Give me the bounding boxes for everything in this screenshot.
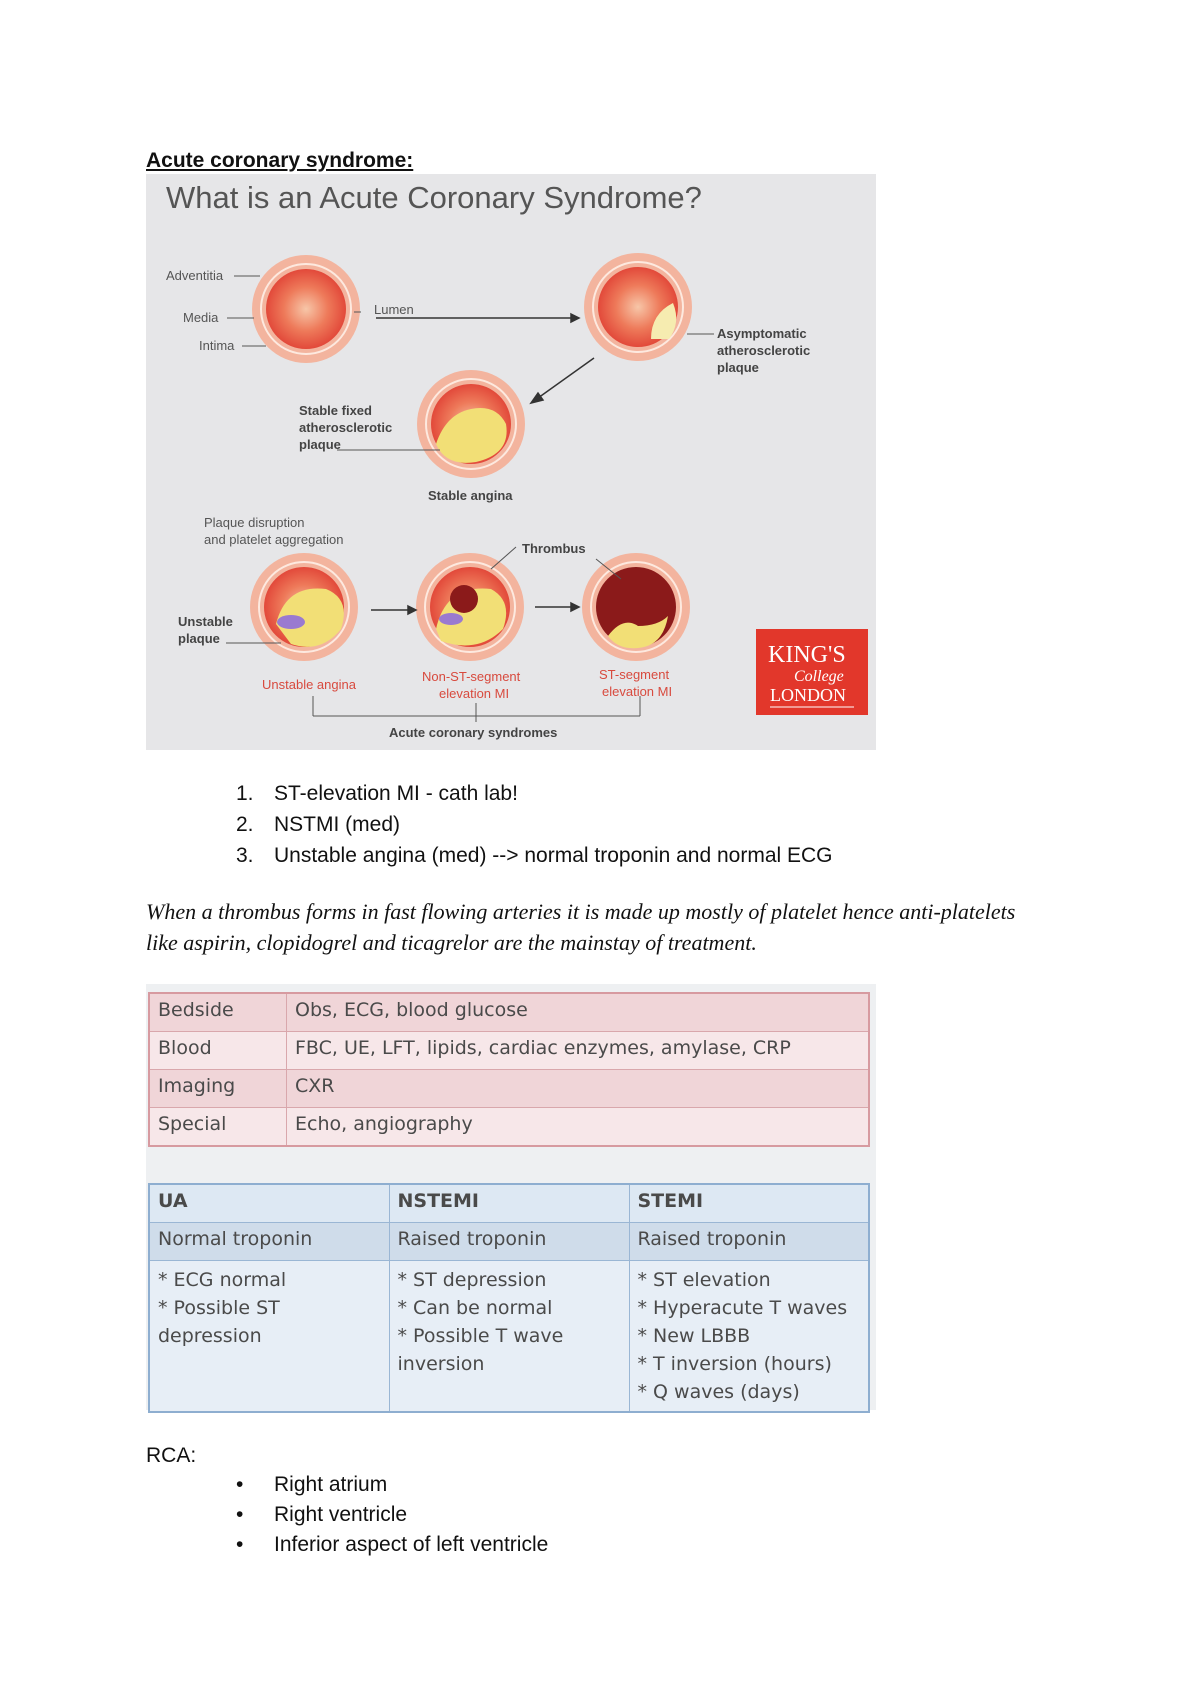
label-asymptomatic-1: Asymptomatic (717, 326, 807, 341)
list-item: • Right atrium (236, 1470, 548, 1500)
kings-college-logo (756, 629, 868, 715)
list-item: 3. Unstable angina (med) --> normal troponin and normal ECG (236, 844, 833, 867)
nstemi-ecg-cell: * ST depression * Can be normal * Possible T wave inversion (389, 1261, 629, 1413)
label-unstable-angina: Unstable angina (262, 677, 356, 692)
vessel-normal (252, 255, 360, 363)
rca-list (236, 1470, 548, 1560)
thrombus-paragraph: When a thrombus forms in fast flowing arteries it is made up mostly of platelet hence anti-platelets like aspirin, clopidogrel and ticagrelor are the mainstay of treatment. (146, 899, 1016, 955)
acs-slide-image (146, 174, 876, 750)
label-stemi-2: elevation MI (602, 684, 673, 699)
table-row: Blood FBC, UE, LFT, lipids, cardiac enzymes, amylase, CRP (149, 1032, 869, 1070)
table-row: Special Echo, angiography (149, 1108, 869, 1147)
label-stable-fixed-2: atherosclerotic (299, 420, 393, 435)
label-media: Media (183, 310, 219, 325)
table-row: Imaging CXR (149, 1070, 869, 1108)
svg-text:College: College (794, 668, 844, 685)
slide-title: What is an Acute Coronary Syndrome? (166, 180, 702, 215)
tables-photo (146, 984, 876, 1410)
page-heading: Acute coronary syndrome: (146, 149, 414, 172)
label-stemi-1: ST-segment (599, 667, 670, 682)
label-nstemi-2: elevation MI (439, 686, 510, 701)
table-row (149, 1261, 869, 1413)
svg-text:KING'S: KING'S (768, 642, 846, 668)
label-intima: Intima (199, 338, 235, 353)
vessel-nstemi (416, 553, 524, 661)
label-stable-fixed-1: Stable fixed (299, 403, 372, 418)
label-thrombus: Thrombus (522, 541, 586, 556)
bullet-icon: • (236, 1503, 244, 1526)
vessel-unstable (250, 553, 358, 661)
label-nstemi-1: Non-ST-segment (422, 669, 521, 684)
label-disruption-1: Plaque disruption (204, 515, 305, 530)
vessel-asymptomatic (584, 253, 692, 361)
vessel-stable (417, 370, 525, 478)
label-lumen: Lumen (374, 302, 414, 317)
label-stable-angina: Stable angina (428, 488, 513, 503)
table-row: Normal troponin Raised troponin Raised troponin (149, 1223, 869, 1261)
label-stable-fixed-3: plaque (299, 437, 341, 452)
ua-ecg-cell: * ECG normal * Possible ST depression (149, 1261, 389, 1413)
bullet-icon: • (236, 1533, 244, 1556)
list-item: • Right ventricle (236, 1500, 548, 1530)
label-adventitia: Adventitia (166, 268, 224, 283)
acs-types-list (236, 778, 833, 871)
stemi-ecg-cell: * ST elevation * Hyperacute T waves * New LBBB * T inversion (hours) * Q waves (days) (629, 1261, 869, 1413)
list-item: • Inferior aspect of left ventricle (236, 1530, 548, 1560)
label-disruption-2: and platelet aggregation (204, 532, 344, 547)
acs-comparison-table (148, 1183, 870, 1413)
bullet-icon: • (236, 1473, 244, 1496)
label-asymptomatic-3: plaque (717, 360, 759, 375)
label-unstable-plaque-2: plaque (178, 631, 220, 646)
label-acs: Acute coronary syndromes (389, 725, 558, 740)
svg-text:LONDON: LONDON (770, 685, 846, 705)
rca-heading: RCA: (146, 1444, 197, 1467)
investigations-table (148, 992, 870, 1147)
list-item: 1. ST-elevation MI - cath lab! (236, 782, 518, 805)
table-row: Bedside Obs, ECG, blood glucose (149, 993, 869, 1032)
vessel-stemi (582, 553, 690, 661)
table-header-row: UA NSTEMI STEMI (149, 1184, 869, 1223)
label-asymptomatic-2: atherosclerotic (717, 343, 811, 358)
list-item: 2. NSTMI (med) (236, 813, 400, 836)
label-unstable-plaque-1: Unstable (178, 614, 233, 629)
